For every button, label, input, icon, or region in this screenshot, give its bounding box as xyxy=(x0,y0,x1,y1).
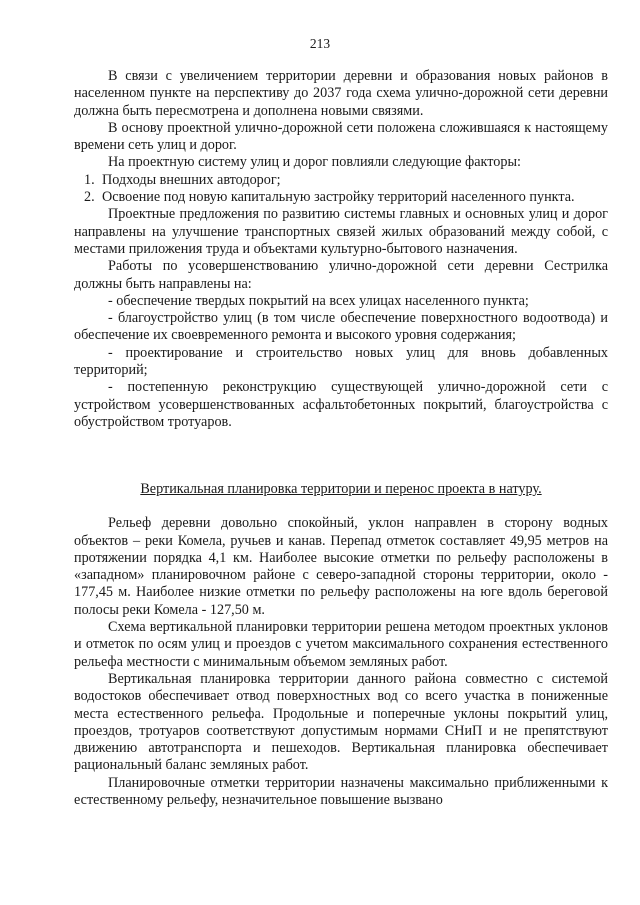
street-network-section xyxy=(74,68,608,431)
list-item-text: Освоение под новую капитальную застройку территорий населенного пункта. xyxy=(102,189,575,206)
paragraph-works-intro: Работы по усовершенствованию улично-дорожной сети деревни Сестрилка должны быть направлены на: xyxy=(74,258,608,292)
paragraph-network-basis: В основу проектной улично-дорожной сети положена сложившаяся к настоящему времени сеть улиц и дорог. xyxy=(74,119,608,154)
list-item-number: 1. xyxy=(84,171,95,188)
paragraph-proposals: Проектные предложения по развитию системы главных и основных улиц и дорог направлены на улучшение транспортных связей жилых образований между собой, с местами приложения труда и объектами культурно-бытового назначения. xyxy=(74,206,608,257)
list-item-text: Подходы внешних автодорог; xyxy=(102,171,281,188)
vertical-planning-section xyxy=(74,481,608,809)
page-number: 213 xyxy=(309,36,331,51)
paragraph-planning-marks: Планировочные отметки территории назначены максимально приближенными к естественному рельефу, незначительное повышение вызвано xyxy=(74,774,608,809)
list-item: - обеспечение твердых покрытий на всех улицах населенного пункта; xyxy=(108,292,529,309)
list-item-number: 2. xyxy=(84,189,95,206)
section-heading: Вертикальная планировка территории и перенос проекта в натуру. xyxy=(140,481,542,497)
list-item xyxy=(74,189,608,206)
factors-list xyxy=(74,172,608,207)
list-item xyxy=(74,172,608,189)
list-item: - постепенную реконструкцию существующей улично-дорожной сети с устройством усовершенствованных асфальтобетонных покрытий, благоустройства с обустройством тротуаров. xyxy=(74,379,608,430)
paragraph-relief: Рельеф деревни довольно спокойный, уклон направлен в сторону водных объектов – реки Комела, ручьев и канав. Перепад отметок составляет 49,95 метров на протяжении порядка 4,1 км. Наиболее высокие отметки по рельефу расположены в «западном» планировочном районе с северо-западной стороны территории, около - 177,45 м. Наиболее низкие отметки по рельефу расположены на юге вдоль береговой полосы реки Комела - 127,50 м. xyxy=(74,515,608,618)
list-item: - благоустройство улиц (в том числе обеспечение поверхностного водоотвода) и обеспечение их своевременного ремонта и высокого уровня содержания; xyxy=(74,310,608,344)
paragraph-drainage: Вертикальная планировка территории данного района совместно с системой водостоков обеспечивает отвод поверхностных вод со всего участка в пониженные места естественного рельефа. Продольные и поперечные уклоны покрытий улиц, проездов, тротуаров соответствуют допустимым нормами СНиП и не препятствуют движению автотранспорта и пешеходов. Вертикальная планировка обеспечивает рациональный баланс земляных работ. xyxy=(74,670,608,774)
paragraph-network-revision: В связи с увеличением территории деревни и образования новых районов в населенном пункте на перспективу до 2037 года схема улично-дорожной сети деревни должна быть пересмотрена и дополнена новыми связями. xyxy=(74,68,608,119)
paragraph-factors-intro: На проектную систему улиц и дорог повлияли следующие факторы: xyxy=(108,154,521,171)
list-item: - проектирование и строительство новых улиц для вновь добавленных территорий; xyxy=(74,344,608,379)
paragraph-planning-scheme: Схема вертикальной планировки территории решена методом проектных уклонов и отметок по осям улиц и проездов с учетом максимального сохранения естественного рельефа местности с минимальным объемом земляных работ. xyxy=(74,619,608,670)
